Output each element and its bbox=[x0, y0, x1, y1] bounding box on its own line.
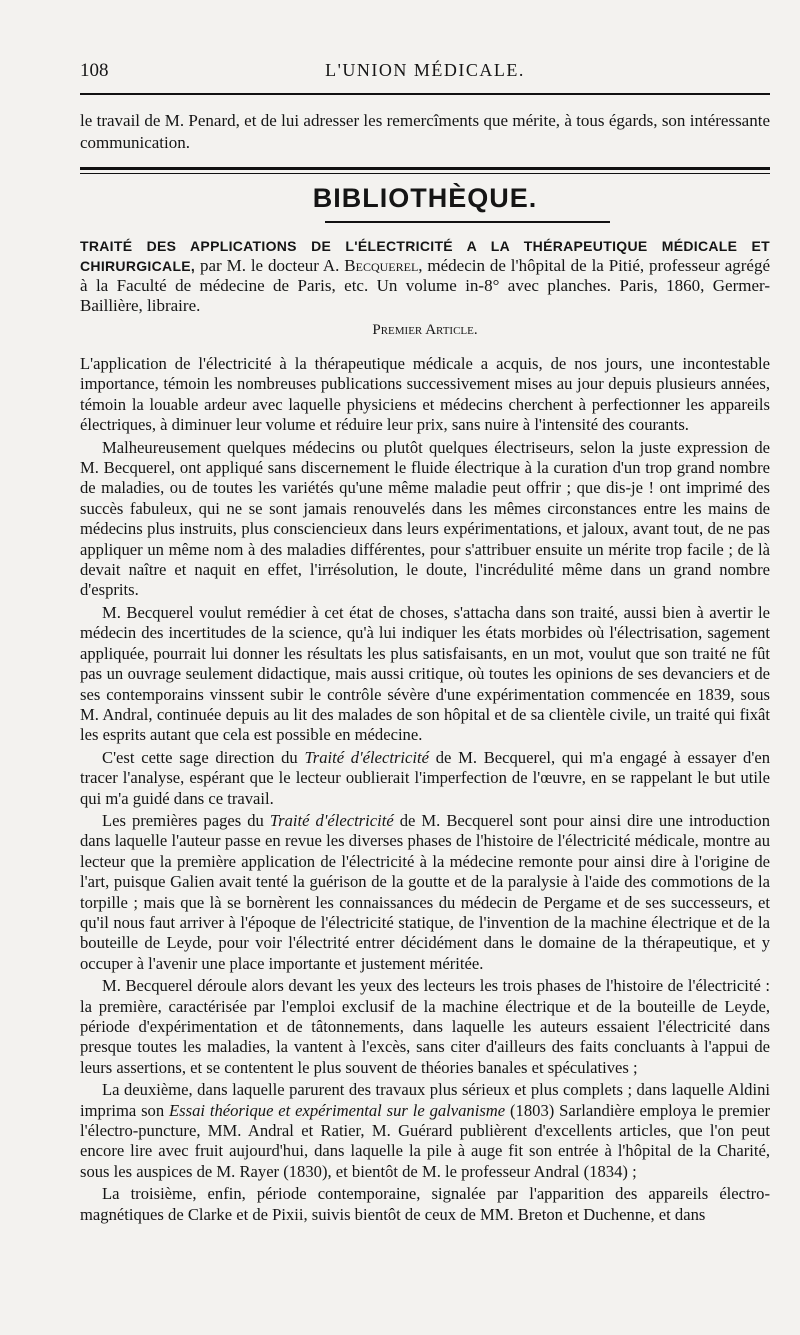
book-details: , médecin de l'hôpital de la Pitié, professeur agrégé à la Faculté de médecine de Paris, etc. Un volume in-8° avec planches. Paris, 1860, Germer-Baillière, libraire. bbox=[80, 256, 770, 315]
paragraph bbox=[80, 811, 770, 974]
paragraph: M. Becquerel déroule alors devant les yeux des lecteurs les trois phases de l'histoire de l'électricité : la première, caractérisée par l'emploi exclusif de la machine électrique et de la bouteille de Leyde, période d'expérimentation et de tâtonnements, dans laquelle les auteurs essaient l'électricité dans presque toutes les maladies, la vantent à l'excès, sans citer d'ailleurs des faits concluants à l'appui de leurs assertions, et se contentent le plus souvent de théories banales et spéculatives ; bbox=[80, 976, 770, 1077]
book-citation: Essai théorique et expérimental sur le galvanisme bbox=[169, 1100, 506, 1120]
article-heading: Premier Article. bbox=[372, 322, 478, 338]
book-title: TRAITÉ DES APPLICATIONS DE L'ÉLECTRICITÉ A LA THÉRAPEUTIQUE MÉDICALE ET CHIRURGICALE, bbox=[80, 238, 770, 274]
book-citation: Traité d'électricité bbox=[269, 810, 394, 830]
book-by: par M. le docteur A. bbox=[195, 256, 345, 275]
paragraph bbox=[80, 748, 770, 809]
section-title: BIBLIOTHÈQUE. bbox=[312, 183, 538, 213]
running-title: L'UNION MÉDICALE. bbox=[325, 60, 525, 80]
header-rule bbox=[80, 93, 770, 95]
paragraph: Malheureusement quelques médecins ou plutôt quelques électriseurs, selon la juste expression de M. Becquerel, ont appliqué sans discernement le fluide électrique à la curation d'un trop grand nombre de maladies, ou de toutes les variétés qu'une même maladie peut offrir ; que dis-je ! ont imprimé des succès fabuleux, qui ne se sont jamais renouvelés dans les mêmes circonstances entre les mains de médecins plus instruits, plus consciencieux dans leurs expérimentations, et jaloux, avant tout, de ne pas appliquer un même nom à des maladies différentes, pour s'attribuer ensuite un mérite trop facile ; de là devait naître et naquit en effet, l'irrésolution, le doute, l'incrédulité même dans un grand nombre d'esprits. bbox=[80, 437, 770, 600]
book-citation: Traité d'électricité bbox=[304, 747, 429, 767]
text-run: C'est cette sage direction du bbox=[102, 747, 305, 767]
book-author: Becquerel bbox=[344, 256, 419, 275]
title-underline bbox=[325, 221, 610, 223]
paragraph: M. Becquerel voulut remédier à cet état de choses, s'attacha dans son traité, aussi bien à avertir le médecin des incertitudes de la science, qu'à lui indiquer les états morbides où l'électrisation, sagement appliquée, pourrait lui donner les résultats les plus satisfaisants, en un mot, voulut que son traité ne fût pas un ouvrage seulement didactique, mais aussi critique, où toutes les opinions de ses devanciers et de ses contemporains vinssent subir le contrôle sévère d'une expérimentation commencée en 1839, sous M. Andral, continuée depuis au lit des malades de son hôpital et de sa clientèle civile, un traité qui fixât les esprits autant que cela est possible en médecine. bbox=[80, 602, 770, 745]
section-rule-thick bbox=[80, 167, 770, 170]
book-reference bbox=[80, 236, 770, 316]
text-run: La deuxième, dans laquelle parurent des travaux plus sérieux et plus complets ; dans laquelle Aldini imprima son bbox=[80, 1080, 770, 1120]
paragraph bbox=[80, 1080, 770, 1182]
closing-paragraph: le travail de M. Penard, et de lui adresser les remercîments que mérite, à tous égards, son intéressante communication. bbox=[80, 111, 770, 152]
text-run: (1803) Sarlandière employa le premier l'électro-puncture, MM. Andral et Ratier, M. Guérard publièrent d'excellents articles, que l'on peut encore lire avec fruit aujourd'hui, dans laquelle la pile à auge fit son entrée à l'hôpital de la Charité, sous les auspices de M. Rayer (1830), et bientôt de M. le professeur Andral (1834) ; bbox=[80, 1100, 771, 1181]
page-number: 108 bbox=[80, 60, 109, 81]
article-body bbox=[80, 354, 770, 1227]
paragraph: L'application de l'électricité à la thérapeutique médicale a acquis, de nos jours, une incontestable importance, témoin les nombreuses publications successivement mises au jour depuis plusieurs années, témoin la louable ardeur avec laquelle physiciens et médecins cherchent à perfectionner les appareils électriques, à diminuer leur volume et réduire leur prix, sans nuire à l'intensité des courants. bbox=[80, 354, 770, 435]
section-rule-thin bbox=[80, 173, 770, 174]
text-run: de M. Becquerel sont pour ainsi dire une introduction dans laquelle l'auteur passe en revue les diverses phases de l'histoire de l'électricité médicale, montre au lecteur que la première application de l'électricité à la médecine remonte pour ainsi dire à l'origine de l'art, puisque Galien avait tenté la guérison de la goutte et de la paralysie à l'aide des commotions de la torpille ; mais que là se bornèrent les connaissances du médecin de Pergame et de ses successeurs, et qu'il nous faut arriver à l'époque de l'électricité statique, de l'invention de la machine électrique et de la bouteille de Leyde, pour voir l'électrité entrer décidément dans le domaine de la thérapeutique, et y occuper à l'avenir une place importante et justement méritée. bbox=[80, 810, 770, 973]
text-run: Les premières pages du bbox=[102, 810, 270, 830]
text-run: de M. Becquerel, qui m'a engagé à essayer d'en tracer l'analyse, espérant que le lecteur oublierait l'imperfection de l'œuvre, en se rappelant le but utile qui m'a guidé dans ce travail. bbox=[80, 747, 770, 808]
paragraph: La troisième, enfin, période contemporaine, signalée par l'apparition des appareils électro-magnétiques de Clarke et de Pixii, suivis bientôt de ceux de MM. Breton et Duchenne, et dans bbox=[80, 1184, 770, 1224]
page-header bbox=[80, 60, 770, 90]
